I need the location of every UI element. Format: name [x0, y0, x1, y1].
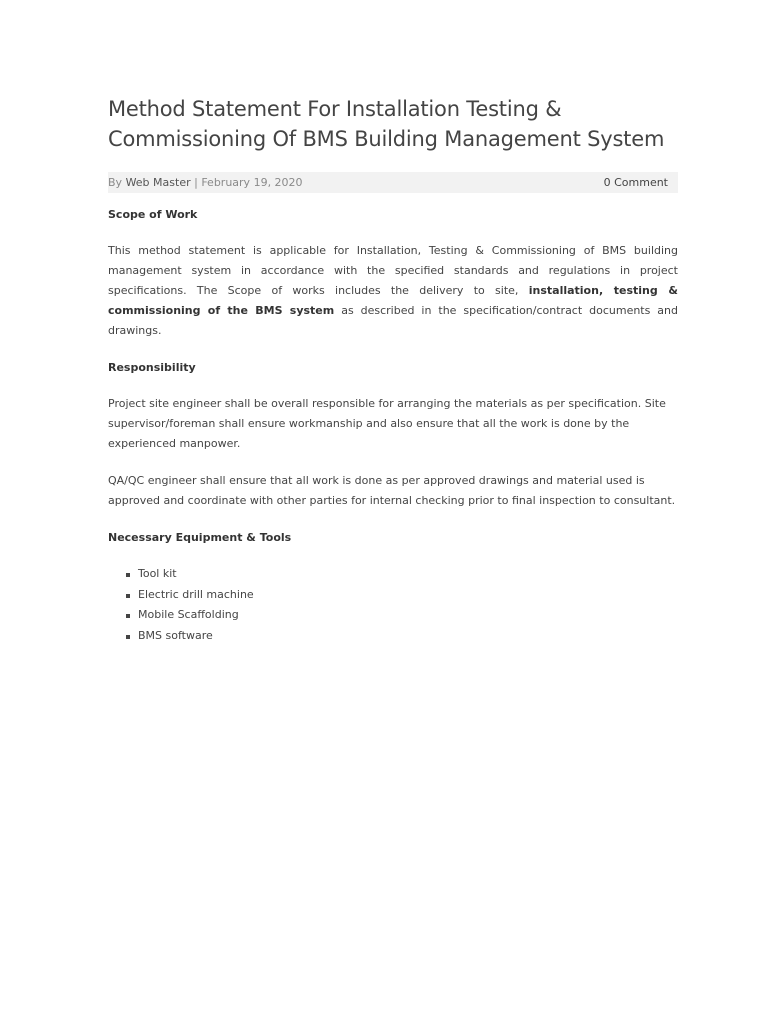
tools-list [108, 564, 678, 646]
list-item: Tool kit [138, 564, 678, 585]
article-content [108, 205, 678, 646]
post-date: February 19, 2020 [201, 176, 303, 189]
post-meta-bar [108, 172, 678, 193]
comments-link[interactable]: 0 Comment [603, 176, 668, 189]
post-meta-left [108, 176, 303, 189]
author-link[interactable]: Web Master [125, 176, 191, 189]
scope-paragraph [108, 241, 678, 341]
scope-text-bold: installation, testing & commissioning of the BMS system [108, 284, 678, 317]
meta-separator: | [194, 176, 198, 189]
responsibility-paragraph-2: QA/QC engineer shall ensure that all work is done as per approved drawings and material used is approved and coordinate with other parties for internal checking prior to final inspection to consultant. [108, 474, 676, 507]
scope-heading: Scope of Work [108, 208, 198, 221]
list-item: Mobile Scaffolding [138, 605, 678, 626]
list-item: Electric drill machine [138, 585, 678, 606]
responsibility-paragraph-1: Project site engineer shall be overall responsible for arranging the materials as per specification. Site supervisor/foreman shall ensure workmanship and also ensure that all the work is done by the experienced manpower. [108, 397, 666, 450]
article-title: Method Statement For Installation Testing & Commissioning Of BMS Building Management System [108, 97, 665, 151]
list-item: BMS software [138, 626, 678, 647]
scope-text-1: This method statement is applicable for Installation, Testing & Commissioning of BMS building management system in accordance with the specified standards and regulations in project specifications. The Scope of works includes the delivery to site, [108, 244, 678, 297]
tools-heading: Necessary Equipment & Tools [108, 531, 292, 544]
scope-text-2: as described in the specification/contract documents and drawings. [108, 304, 679, 337]
article [108, 94, 678, 646]
by-label: By [108, 176, 123, 189]
responsibility-heading: Responsibility [108, 361, 196, 374]
